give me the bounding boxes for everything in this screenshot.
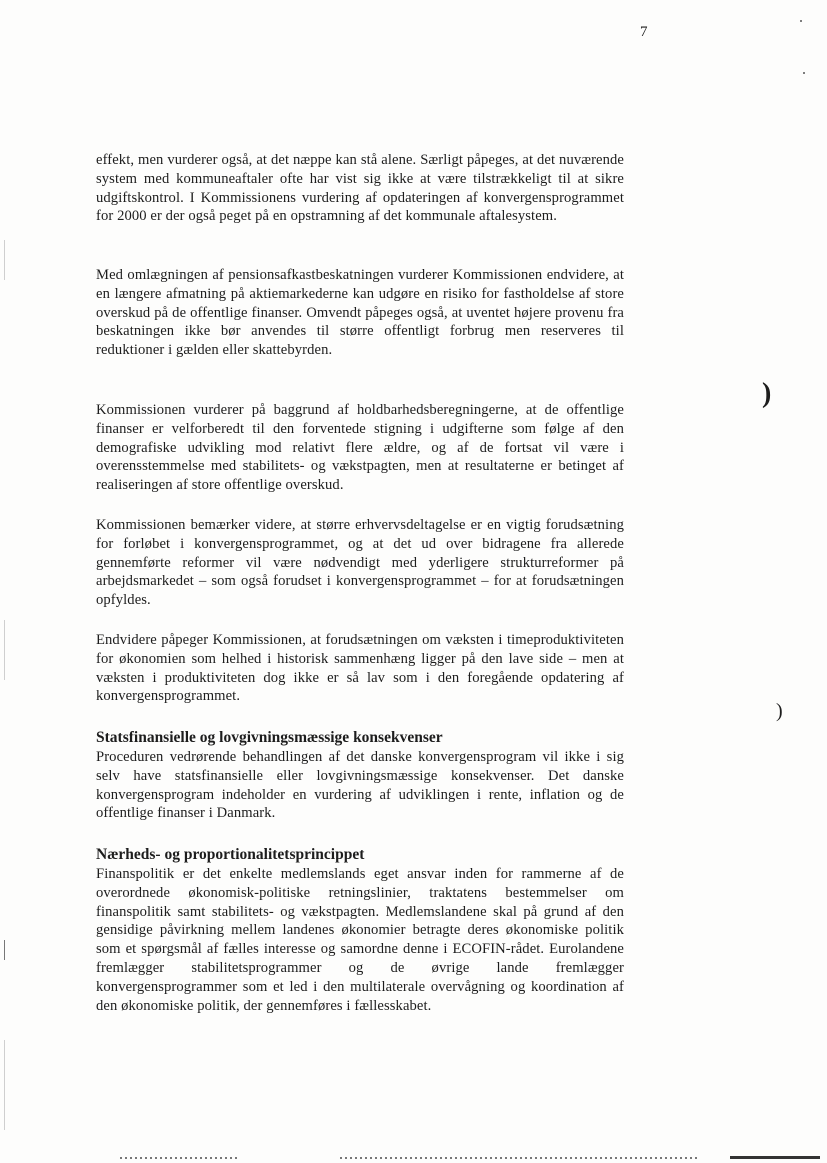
section-heading-naerhed: Nærheds- og proportionalitetsprincippet	[96, 846, 365, 863]
page-number: 7	[640, 24, 648, 40]
scan-noise	[120, 1157, 240, 1159]
section-heading-statsfinansielle: Statsfinansielle og lovgivningsmæssige konsekvenser	[96, 729, 443, 746]
scan-edge-line	[4, 1040, 5, 1130]
scan-speck	[803, 72, 805, 74]
scan-noise	[730, 1156, 820, 1159]
scan-speck	[800, 20, 802, 22]
scan-edge-line	[4, 240, 5, 280]
paragraph-5: Endvidere påpeger Kommissionen, at forudsætningen om væksten i timeproduktiviteten for økonomien som helhed i historisk sammenhæng ligger på den lave side – men at væksten i produktiviteten dog ikke er så lav som i den foregående opdatering af konvergensprogrammet.	[96, 632, 624, 705]
paragraph-2: Med omlægningen af pensionsafkastbeskatningen vurderer Kommissionen endvidere, at en længere afmatning på aktiemarkederne kan udgøre en risiko for fastholdelse af store overskud på de offentlige finanser. Omvendt påpeges også, at uventet højere provenu fra beskatningen ikke bør anvendes til større offentligt forbrug men reserveres til reduktioner i gælden eller skattebyrden.	[96, 267, 624, 359]
paragraph-1: effekt, men vurderer også, at det næppe kan stå alene. Særligt påpeges, at det nuværende system med kommuneaftaler ofte har vist sig ikke at være tilstrækkeligt til at sikre udgiftskontrol. I Kommissionens vurdering af opdateringen af konvergensprogrammet for 2000 er der også peget på en opstramning af det kommunale aftalesystem.	[96, 152, 624, 225]
section-body-statsfinansielle: Proceduren vedrørende behandlingen af det danske konvergensprogram vil ikke i sig selv have statsfinansielle eller lovgivningsmæssige konsekvenser. Det danske konvergensprogram indeholder en vurdering af udviklingen i rente, inflation og de offentlige finanser i Danmark.	[96, 749, 624, 822]
binder-hole-mark: )	[776, 700, 783, 722]
binder-hole-mark: )	[762, 378, 772, 409]
scan-edge-line	[4, 940, 5, 960]
scan-edge-line	[4, 620, 5, 680]
scan-noise	[340, 1157, 700, 1159]
section-body-naerhed: Finanspolitik er det enkelte medlemslands eget ansvar inden for rammerne af de overordnede økonomisk-politiske retningslinier, traktatens bestemmelser om finanspolitik samt stabilitets- og vækstpagten. Medlemslandene skal på grund af den gensidige påvirkning mellem landenes økonomier betragte deres økonomiske politik som et spørgsmål af fælles interesse og samordne denne i ECOFIN-rådet. Eurolandene fremlægger stabilitetsprogrammer og de øvrige lande fremlægger konvergensprogrammer som et led i den multilaterale overvågning og koordination af den økonomiske politik, der gennemføres i fællesskabet.	[96, 866, 624, 1014]
paragraph-4: Kommissionen bemærker videre, at større erhvervsdeltagelse er en vigtig forudsætning for forløbet i konvergensprogrammet, og at det ud over bidragene fra allerede gennemførte reformer vil være nødvendigt med yderligere strukturreformer på arbejdsmarkedet – som også forudset i konvergensprogrammet – for at forudsætningen opfyldes.	[96, 517, 624, 609]
paragraph-3: Kommissionen vurderer på baggrund af holdbarhedsberegningerne, at de offentlige finanser er velforberedt til den forventede stigning i udgifterne som følge af den demografiske udvikling mod relativt flere ældre, og af de fortsat vil være i overensstemmelse med stabilitets- og vækstpagten, men at resultaterne er betinget af realiseringen af store offentlige overskud.	[96, 402, 624, 494]
